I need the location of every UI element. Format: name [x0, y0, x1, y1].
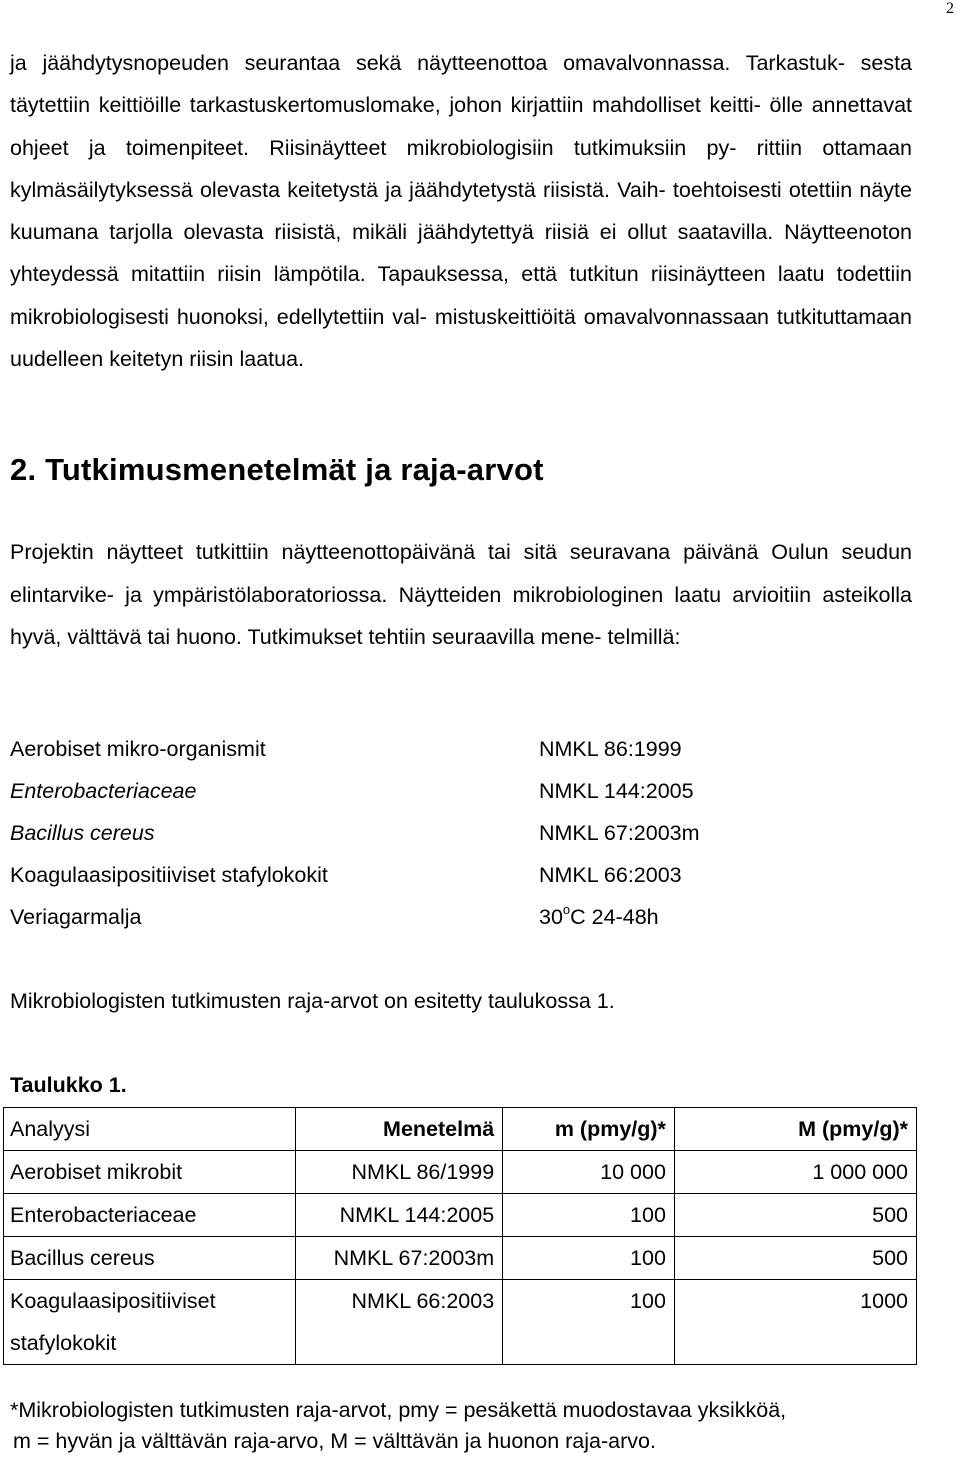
table-cell: Enterobacteriaceae	[4, 1194, 296, 1237]
table-cell: Aerobiset mikrobit	[4, 1151, 296, 1194]
table-title: Taulukko 1.	[10, 1073, 127, 1097]
method-name: Veriagarmalja	[10, 905, 142, 929]
table-cell: 500	[674, 1194, 916, 1237]
table-header-cell: Analyysi	[4, 1108, 296, 1151]
incubation-temperature: 30	[539, 905, 563, 929]
degree-superscript: o	[562, 902, 571, 917]
methods-line: seudun elintarvike- ja ympäristölaboratoriossa. Näytteiden mikrobiologinen laatu	[10, 540, 912, 607]
method-row	[10, 728, 912, 770]
method-standard	[539, 896, 659, 941]
table-cell: 100	[503, 1280, 675, 1365]
table-cell: 100	[503, 1237, 675, 1280]
method-row	[10, 854, 912, 896]
intro-line: sesta täytettiin keittiöille tarkastuskertomuslomake, johon kirjattiin mahdolliset keitti-	[10, 51, 913, 118]
intro-line: että tutkitun riisinäytteen laatu todettiin mikrobiologisesti huonoksi, edellytettiin val-	[10, 262, 912, 329]
method-row	[10, 812, 912, 854]
summary-sentence: Mikrobiologisten tutkimusten raja-arvot on esitetty taulukossa 1.	[10, 989, 615, 1013]
intro-line: ölle annettavat ohjeet ja toimenpiteet. Riisinäytteet mikrobiologisiin tutkimuksiin py-	[10, 93, 912, 160]
intro-line: ei ollut saatavilla. Näytteenoton yhteydessä mitattiin riisin lämpötila. Tapauksessa,	[10, 220, 912, 287]
intro-line: ja jäähdytysnopeuden seurantaa sekä näytteenottoa omavalvonnassa. Tarkastuk-	[10, 51, 845, 75]
methods-list	[10, 728, 912, 938]
table-cell: NMKL 66:2003	[296, 1280, 503, 1365]
intro-line: toehtoisesti otettiin näyte kuumana tarjolla olevasta riisistä, mikäli jäähdytettyä riisiä	[10, 177, 912, 245]
table-cell: Bacillus cereus	[4, 1237, 296, 1280]
method-standard: NMKL 67:2003m	[539, 821, 700, 845]
table-row	[4, 1151, 917, 1194]
method-standard: NMKL 86:1999	[539, 737, 682, 761]
table-cell: NMKL 67:2003m	[296, 1237, 503, 1280]
method-name: Koagulaasipositiiviset stafylokokit	[10, 863, 328, 887]
intro-paragraph	[10, 42, 912, 380]
footnote-line: m = hyvän ja välttävän raja-arvo, M = välttävän ja huonon raja-arvo.	[13, 1429, 656, 1453]
methods-line: telmillä:	[607, 625, 681, 649]
table-cell-line: Koagulaasipositiiviset	[10, 1289, 216, 1313]
methods-paragraph	[10, 531, 912, 659]
table-cell: NMKL 144:2005	[296, 1194, 503, 1237]
methods-line: Projektin näytteet tutkittiin näytteenottopäivänä tai sitä seuravana päivänä Oulun	[10, 540, 829, 564]
intro-line: mistuskeittiöitä omavalvonnassaan tutkituttamaan uudelleen keitetyn riisin laatua.	[10, 304, 912, 372]
method-standard: NMKL 144:2005	[539, 779, 694, 803]
method-name: Enterobacteriaceae	[10, 779, 197, 803]
table-cell: 100	[503, 1194, 675, 1237]
table-row	[4, 1280, 917, 1365]
table-footnote	[10, 1395, 912, 1457]
incubation-unit-time: C 24-48h	[570, 905, 659, 929]
table-cell: 1000	[674, 1280, 916, 1365]
method-name: Aerobiset mikro-organismit	[10, 737, 266, 761]
table-cell: NMKL 86/1999	[296, 1151, 503, 1194]
table-cell: 1 000 000	[674, 1151, 916, 1194]
table-header-cell: Menetelmä	[296, 1108, 503, 1151]
method-row	[10, 896, 912, 938]
page-number: 2	[946, 0, 954, 17]
table-header-cell: M (pmy/g)*	[674, 1108, 916, 1151]
method-standard: NMKL 66:2003	[539, 863, 682, 887]
table-row	[4, 1194, 917, 1237]
methods-line: arvioitiin asteikolla hyvä, välttävä tai huono. Tutkimukset tehtiin seuraavilla mene-	[10, 582, 912, 649]
table-header-cell: m (pmy/g)*	[503, 1108, 675, 1151]
table-cell: 500	[674, 1237, 916, 1280]
limits-table	[3, 1107, 917, 1365]
table-cell-line: stafylokokit	[10, 1331, 117, 1355]
section-heading: 2. Tutkimusmenetelmät ja raja-arvot	[10, 452, 544, 487]
footnote-line: *Mikrobiologisten tutkimusten raja-arvot, pmy = pesäkettä muodostavaa yksikköä,	[10, 1398, 787, 1422]
table-cell: 10 000	[503, 1151, 675, 1194]
table-row	[4, 1237, 917, 1280]
intro-line: rittiin ottamaan kylmäsäilytyksessä olevasta keitetystä ja jäähdytetystä riisistä. Vaih-	[10, 135, 912, 202]
table-cell	[4, 1280, 296, 1365]
method-name: Bacillus cereus	[10, 821, 155, 845]
table-header-row	[4, 1108, 917, 1151]
method-row	[10, 770, 912, 812]
